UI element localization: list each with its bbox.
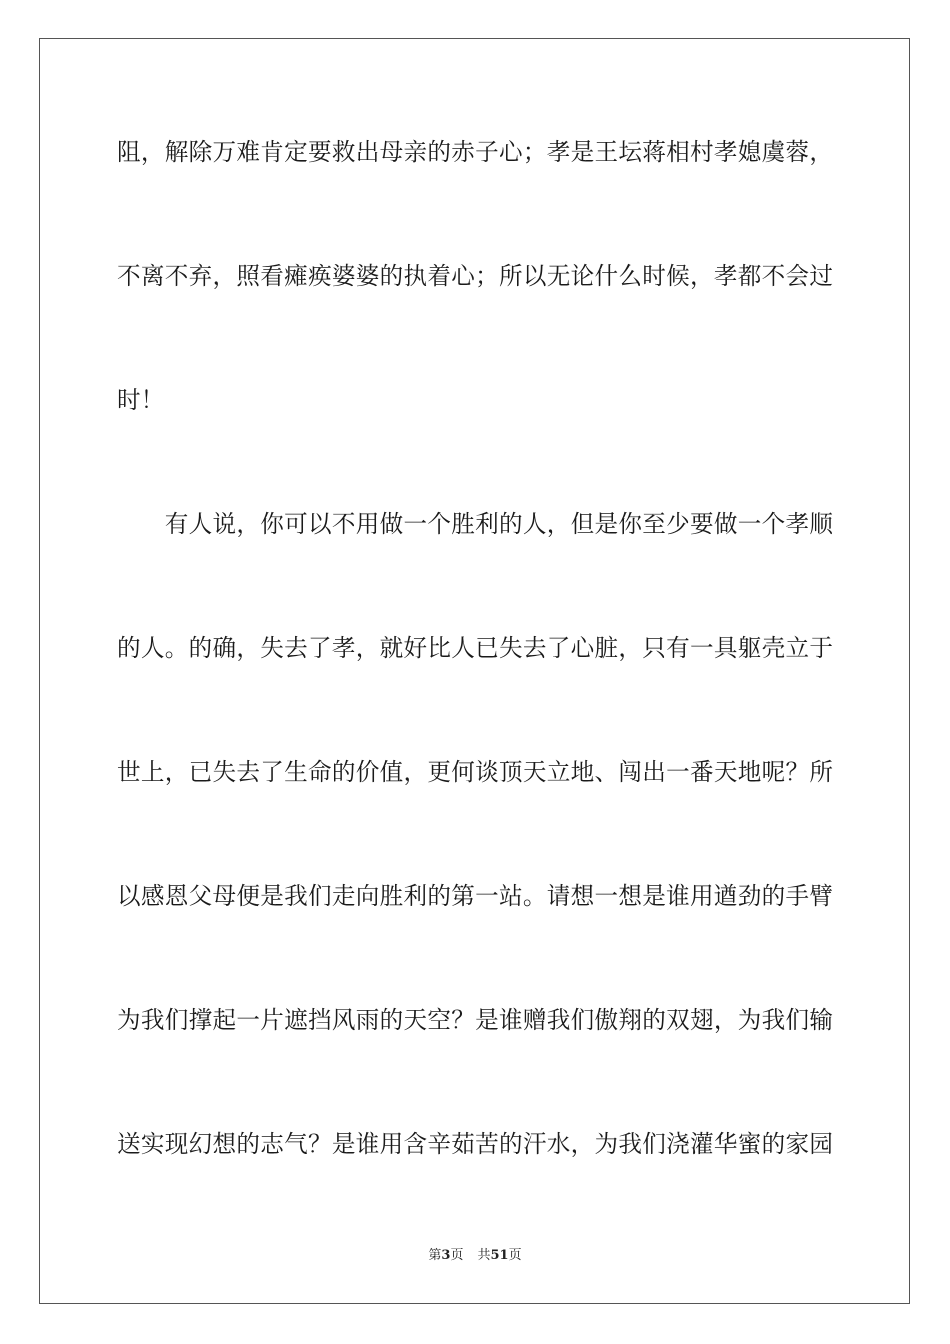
text-line-7: 以感恩父母便是我们走向胜利的第一站。请想一想是谁用遒劲的手臂 xyxy=(117,882,833,910)
text-line-1: 阻，解除万难肯定要救出母亲的赤子心；孝是王坛蒋相村孝媳虞蓉， xyxy=(117,138,833,166)
text-line-6: 世上，已失去了生命的价值，更何谈顶天立地、闯出一番天地呢？所 xyxy=(117,758,833,786)
total-pages: 51 xyxy=(490,1248,509,1263)
page-number: 3 xyxy=(441,1248,451,1263)
total-suffix: 页 xyxy=(508,1248,522,1263)
page-border xyxy=(39,38,910,1304)
text-line-2: 不离不弃，照看瘫痪婆婆的执着心；所以无论什么时候，孝都不会过 xyxy=(117,262,833,290)
text-line-9: 送实现幻想的志气？是谁用含辛茹苦的汗水，为我们浇灌华蜜的家园 xyxy=(117,1130,833,1158)
text-line-5: 的人。的确，失去了孝，就好比人已失去了心脏，只有一具躯壳立于 xyxy=(117,634,833,662)
text-line-4: 有人说，你可以不用做一个胜利的人，但是你至少要做一个孝顺 xyxy=(117,510,833,538)
total-prefix: 共 xyxy=(477,1248,491,1263)
page-footer xyxy=(0,1247,950,1265)
text-line-3: 时！ xyxy=(117,386,165,414)
text-line-8: 为我们撑起一片遮挡风雨的天空？是谁赠我们傲翔的双翅，为我们输 xyxy=(117,1006,833,1034)
page-prefix: 第 xyxy=(428,1248,442,1263)
page-suffix: 页 xyxy=(450,1248,464,1263)
